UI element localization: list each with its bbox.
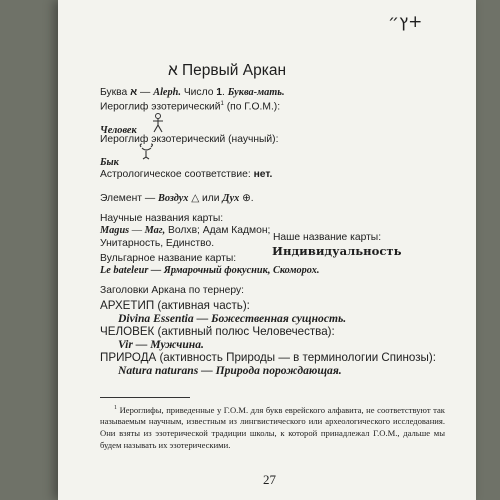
text: Буква (100, 87, 131, 98)
our-name-label: Наше название карты: (273, 232, 382, 243)
exoteric-hieroglyph-line: Иероглиф экзотерический (научный): (100, 134, 279, 145)
text: א (130, 87, 138, 98)
text: — (137, 87, 154, 98)
text: нет. (253, 169, 273, 180)
man-hieroglyph-icon (150, 113, 166, 133)
footnote-divider (100, 397, 190, 398)
page-number: 27 (263, 472, 276, 487)
text: (по Г.О.М.): (223, 101, 281, 113)
scientific-names-label: Научные названия карты: (100, 213, 224, 224)
footnote-text: Иероглифы, приведенные у Г.О.М. для букв еврейского алфавита, не соответствуют так называемым научным, известным из лингвистического или археологического исследования. Они взяты из эзотерической традиции школы, к которой принадлежал Г.О.М., дальше мы будем называть их эзотерическими. (100, 404, 445, 450)
text: Астрологическое соответствие: (100, 169, 254, 180)
text: Число (180, 87, 217, 98)
ox-hieroglyph-icon (137, 143, 157, 161)
text: Маг, (144, 225, 166, 236)
element-line (100, 192, 254, 204)
text: Иероглиф эзотерический (100, 101, 221, 113)
man-line: ЧЕЛОВЕК (активный полюс Человечества): (100, 325, 335, 338)
esoteric-hieroglyph-line (100, 101, 280, 112)
text: Элемент — (100, 193, 159, 204)
scientific-names-line (100, 225, 270, 236)
footnote-ref: 1 (220, 101, 224, 107)
corner-mark: ץ״+ (388, 12, 423, 32)
text: ⊕. (239, 193, 254, 204)
text: 1 (216, 87, 223, 98)
vulgar-name-line: Le bateleur — Ярмарочный фокусник, Скоморох. (100, 265, 320, 276)
text: Воздух (158, 193, 189, 204)
astrology-line (100, 169, 272, 180)
archetype-line: АРХЕТИП (активная часть): (100, 299, 250, 312)
text: △ или (188, 193, 223, 204)
page-title: א Первый Аркан (168, 62, 287, 79)
text: — (129, 225, 145, 236)
chelovek-label: Человек (100, 125, 137, 136)
unity-line: Унитарность, Единство. (100, 238, 215, 249)
text: Magus (100, 225, 130, 236)
natura-naturans-line: Natura naturans — Природа порождающая. (118, 364, 342, 377)
text: Дух (222, 193, 240, 204)
byk-label: Бык (100, 157, 119, 168)
vir-line: Vir — Мужчина. (118, 338, 204, 351)
letter-line (100, 87, 285, 98)
text: Буква-мать. (227, 87, 285, 98)
our-card-name: Индивидуальность (272, 244, 402, 258)
vulgar-name-label: Вульгарное название карты: (100, 253, 237, 264)
text: Волхв; Адам Кадмон; (165, 225, 271, 236)
footnote-number: 1 (114, 405, 117, 411)
divina-essentia-line: Divina Essentia — Божественная сущность. (118, 312, 347, 325)
text: Aleph. (153, 87, 181, 98)
ternary-heading: Заголовки Аркана по тернеру: (100, 285, 244, 296)
text: . (222, 87, 228, 98)
nature-line: ПРИРОДА (активность Природы — в терминологии Спинозы): (100, 351, 436, 364)
footnote (100, 403, 445, 451)
book-page (58, 0, 476, 500)
